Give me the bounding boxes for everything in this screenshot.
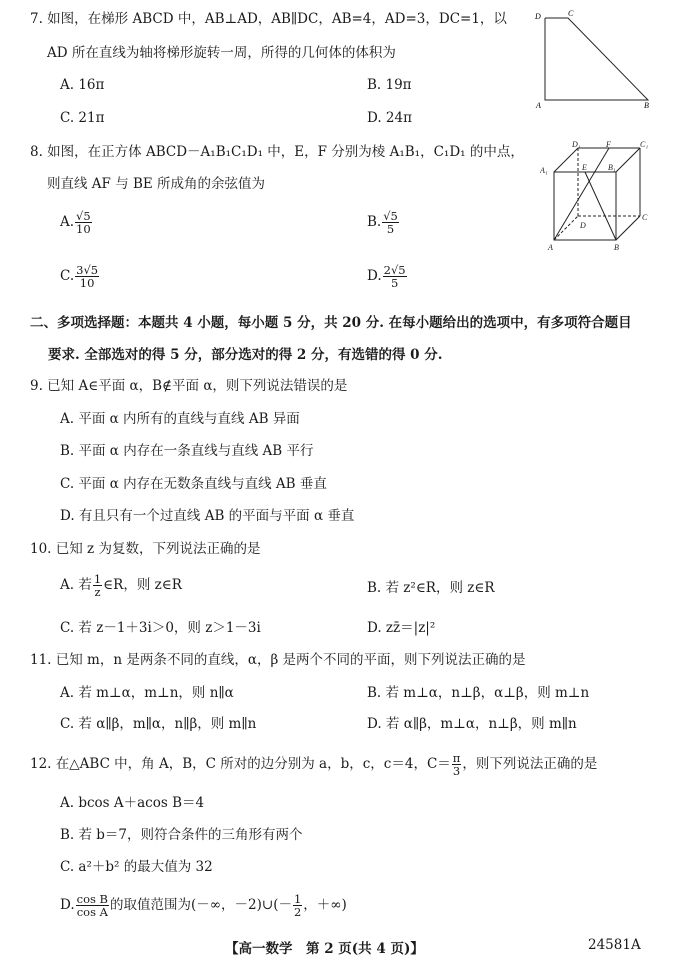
q7-option-d: D. 24π [367, 110, 412, 126]
q7-stem-line1: 7. 如图，在梯形 ABCD 中，AB⊥AD，AB∥DC，AB=4，AD=3，DC=1，以 [30, 11, 507, 27]
q12-d-half-numerator: 1 [293, 892, 302, 906]
q8-option-a-fraction [75, 210, 92, 235]
q8-option-d-label: D. [367, 268, 382, 284]
q12-option-d-mid: 的取值范围为(－∞，－2)∪(－ [110, 897, 292, 913]
q8-a-denominator: 10 [76, 222, 91, 236]
trapezoid-label-d: D [535, 12, 541, 21]
q12-option-d [60, 893, 347, 918]
q12-stem-numerator: π [452, 751, 461, 765]
q12-option-d-label: D. [60, 897, 75, 913]
q10-option-c: C. 若 z－1＋3i＞0，则 z＞1－3i [60, 620, 261, 636]
page-footer: 【高一数学 第 2 页(共 4 页)】 [225, 941, 424, 957]
q12-d-half-denominator: 2 [293, 905, 302, 919]
paper-code: 24581A [588, 937, 641, 953]
q8-option-d-fraction [383, 264, 407, 289]
q8-option-a-label: A. [60, 214, 75, 230]
q8-d-denominator: 5 [390, 276, 399, 290]
q9-option-d: D. 有且只有一个过直线 AB 的平面与平面 α 垂直 [60, 508, 355, 524]
q12-option-b: B. 若 b＝7，则符合条件的三角形有两个 [60, 827, 303, 843]
cube-label-e: E [582, 163, 587, 172]
q11-option-b: B. 若 m⊥α，n⊥β，α⊥β，则 m⊥n [367, 685, 590, 701]
q12-option-c: C. a²＋b² 的最大值为 32 [60, 859, 213, 875]
q10-option-a [60, 573, 182, 598]
q12-option-d-post: ，＋∞) [303, 897, 347, 913]
cube-label-a: A [548, 243, 553, 252]
q12-stem [30, 752, 597, 777]
q12-stem-post: ，则下列说法正确的是 [462, 756, 598, 772]
q10-option-d: D. zz̄＝|z|² [367, 620, 436, 636]
trapezoid-label-a: A [536, 101, 541, 110]
q8-b-denominator: 5 [386, 222, 395, 236]
trapezoid-label-c: C [568, 9, 574, 18]
cube-figure [540, 140, 660, 255]
q10-option-b: B. 若 z²∈R，则 z∈R [367, 580, 495, 596]
q12-d-denominator: cos A [76, 905, 108, 919]
q12-d-numerator: cos B [76, 892, 109, 906]
q8-option-b [367, 210, 400, 235]
q7-option-a: A. 16π [60, 77, 105, 93]
q12-option-d-half-fraction [293, 893, 302, 918]
cube-label-b: B [614, 243, 619, 252]
q8-option-b-label: B. [367, 214, 382, 230]
cube-label-c: C [642, 213, 648, 222]
q12-option-a: A. bcos A＋acos B＝4 [60, 795, 205, 811]
q8-b-numerator: √5 [383, 209, 398, 223]
q9-stem: 9. 已知 A∈平面 α，B∉平面 α，则下列说法错误的是 [30, 378, 348, 394]
q7-stem-line2: AD 所在直线为轴将梯形旋转一周，所得的几何体的体积为 [47, 45, 396, 61]
q12-option-d-fraction [76, 893, 109, 918]
q8-stem-line1: 8. 如图，在正方体 ABCD－A₁B₁C₁D₁ 中，E，F 分别为棱 A₁B₁，C₁D₁ 的中点， [30, 144, 524, 160]
q12-stem-pre: 12. 在△ABC 中，角 A，B，C 所对的边分别为 a，b，c，c＝4，C＝ [30, 756, 451, 772]
q12-stem-denominator: 3 [452, 764, 461, 778]
q9-option-a: A. 平面 α 内所有的直线与直线 AB 异面 [60, 411, 300, 427]
q12-stem-fraction [452, 752, 462, 777]
cube-label-a1: A₁ [540, 166, 548, 175]
q8-a-numerator: √5 [76, 209, 91, 223]
q11-option-d: D. 若 α∥β，m⊥α，n⊥β，则 m∥n [367, 716, 577, 732]
section2-heading-line2: 要求. 全部选对的得 5 分，部分选对的得 2 分，有选错的得 0 分. [48, 347, 443, 363]
q8-option-d [367, 264, 408, 289]
q8-option-c-fraction [75, 264, 99, 289]
cube-label-d1: D₁ [572, 140, 581, 149]
cube-label-f: F [606, 140, 611, 149]
q8-option-c-label: C. [60, 268, 75, 284]
cube-label-b1: B₁ [608, 163, 616, 172]
q11-option-c: C. 若 α∥β，m∥α，n∥β，则 m∥n [60, 716, 257, 732]
q10-option-a-pre: A. 若 [60, 577, 92, 593]
q10-option-a-post: ∈R，则 z∈R [103, 577, 182, 593]
q8-stem-line2: 则直线 AF 与 BE 所成角的余弦值为 [47, 176, 266, 192]
q10-a-denominator: z [94, 585, 101, 599]
q11-stem: 11. 已知 m，n 是两条不同的直线，α，β 是两个不同的平面，则下列说法正确的是 [30, 652, 526, 668]
q8-option-b-fraction [382, 210, 399, 235]
q9-option-c: C. 平面 α 内存在无数条直线与直线 AB 垂直 [60, 476, 327, 492]
q10-option-a-fraction [93, 573, 102, 598]
q8-option-c [60, 264, 100, 289]
q8-d-numerator: 2√5 [383, 263, 406, 277]
trapezoid-figure [530, 6, 660, 110]
q7-option-c: C. 21π [60, 110, 105, 126]
cube-label-d: D [580, 221, 586, 230]
section2-heading-line1: 二、多项选择题：本题共 4 小题，每小题 5 分，共 20 分. 在每小题给出的选项中，有多项符合题目 [30, 315, 632, 331]
q10-stem: 10. 已知 z 为复数，下列说法正确的是 [30, 541, 261, 557]
q10-a-numerator: 1 [93, 572, 102, 586]
q8-option-a [60, 210, 93, 235]
cube-label-c1: C₁ [640, 140, 649, 149]
q8-c-numerator: 3√5 [76, 263, 99, 277]
trapezoid-label-b: B [644, 101, 649, 110]
q9-option-b: B. 平面 α 内存在一条直线与直线 AB 平行 [60, 443, 314, 459]
q7-option-b: B. 19π [367, 77, 412, 93]
q11-option-a: A. 若 m⊥α，m⊥n，则 n∥α [60, 685, 234, 701]
q8-c-denominator: 10 [79, 276, 95, 290]
